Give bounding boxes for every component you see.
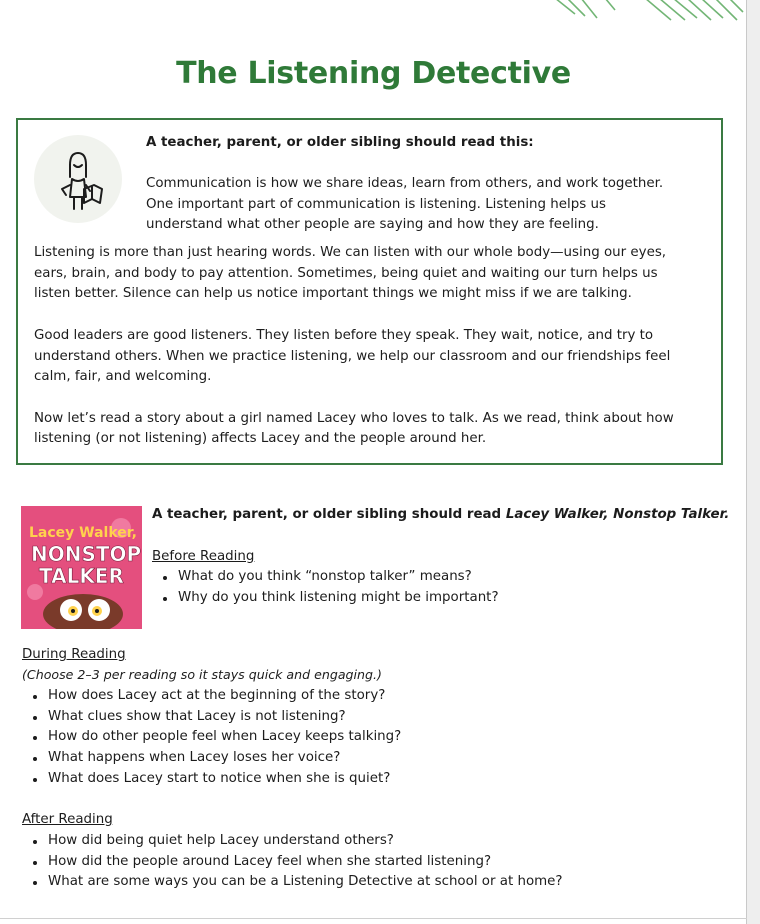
list-item: How did the people around Lacey feel when she started listening? — [22, 852, 563, 873]
during-reading-note: (Choose 2–3 per reading so it stays quick and engaging.) — [22, 667, 382, 682]
page-gutter — [747, 0, 760, 924]
intro-text-line: understand what other people are saying and how they are feeling. — [146, 217, 599, 232]
list-item: What do you think “nonstop talker” means? — [152, 567, 499, 588]
book-instruction-title: Lacey Walker, Nonstop Talker. — [505, 507, 730, 522]
after-reading-list — [22, 831, 563, 893]
during-reading-heading: During Reading — [22, 647, 126, 662]
leaf-decoration — [545, 0, 745, 22]
book-instruction — [152, 505, 729, 526]
list-item: How does Lacey act at the beginning of the story? — [22, 686, 401, 707]
intro-heading: A teacher, parent, or older sibling should read this: — [146, 135, 534, 150]
intro-text-line: listening (or not listening) affects Lacey and the people around her. — [34, 431, 487, 446]
teacher-reading-icon — [34, 135, 122, 223]
list-item: Why do you think listening might be important? — [152, 588, 499, 609]
intro-text-line: calm, fair, and welcoming. — [34, 369, 212, 384]
intro-text-line: Listening is more than just hearing words. We can listen with our whole body—using our eyes, — [34, 245, 667, 260]
list-item: How do other people feel when Lacey keeps talking? — [22, 727, 401, 748]
intro-text-line: Communication is how we share ideas, learn from others, and work together. — [146, 176, 664, 191]
during-reading-list — [22, 686, 401, 790]
page-bottom-edge — [0, 918, 747, 919]
intro-text-line: ears, brain, and body to pay attention. Sometimes, being quiet and waiting our turn helps us — [34, 266, 658, 281]
after-reading-heading: After Reading — [22, 812, 113, 827]
list-item: What does Lacey start to notice when she is quiet? — [22, 769, 401, 790]
intro-text-line: understand others. When we practice listening, we help our classroom and our friendships feel — [34, 349, 671, 364]
list-item: How did being quiet help Lacey understand others? — [22, 831, 563, 852]
before-reading-list — [152, 567, 499, 608]
list-item: What are some ways you can be a Listening Detective at school or at home? — [22, 872, 563, 893]
intro-text-line: Good leaders are good listeners. They listen before they speak. They wait, notice, and try to — [34, 328, 654, 343]
book-cover-title-line: NONSTOP — [31, 542, 142, 566]
page-title: The Listening Detective — [176, 56, 571, 91]
book-cover-title-line: Lacey Walker, — [29, 525, 137, 541]
intro-text-line: Now let’s read a story about a girl named Lacey who loves to talk. As we read, think about how — [34, 411, 674, 426]
before-reading-heading: Before Reading — [152, 549, 255, 564]
intro-text-line: listen better. Silence can help us notice important things we might miss if we are talking. — [34, 286, 632, 301]
list-item: What clues show that Lacey is not listening? — [22, 707, 401, 728]
book-instruction-prefix: A teacher, parent, or older sibling should read — [152, 507, 506, 522]
book-cover-image — [21, 506, 142, 629]
book-cover-title-line: TALKER — [39, 564, 124, 588]
intro-text-line: One important part of communication is listening. Listening helps us — [146, 197, 606, 212]
list-item: What happens when Lacey loses her voice? — [22, 748, 401, 769]
